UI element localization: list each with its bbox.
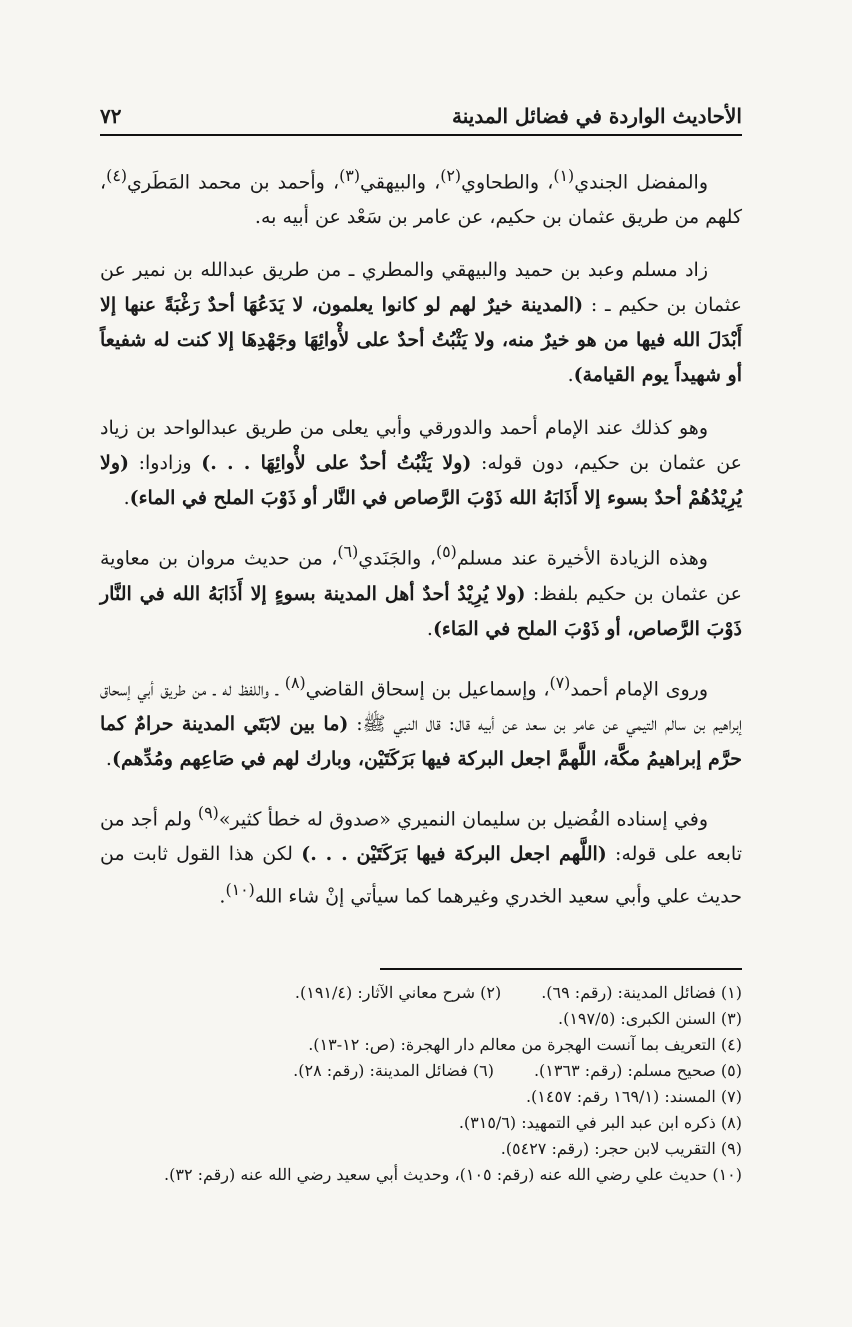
paragraph-4: وهذه الزيادة الأخيرة عند مسلم$^{(٥)}$، والجَنَدي$^{(٦)}$، من حديث مروان بن معاوية عن عثمان بن حكيم بلفظ: (ولا يُرِيْدُ أحدٌ أهل المدينة بسوءٍ إلا أَذَابَهُ الله في النَّار ذَوْبَ الرَّصاص، أو ذَوْبَ الملح في المَاء). [100,542,742,640]
paragraph-2: زاد مسلم وعبد بن حميد والبيهقي والمطري ـ من طريق عبدالله بن نمير عن عثمان بن حكيم ـ : (المدينة خيرٌ لهم لو كانوا يعلمون، لا يَدَعُهَا أحدٌ رَغْبَةً عنها إلا أَبْدَلَ الله فيها من هو خيرٌ منه، ولا يَثْبُتُ أحدٌ على لأْوائِهَا وجَهْدِهَا إلا كنت له شفيعاً أو شهيداً يوم القيامة). [100,259,742,387]
footnote-3: (٣) السنن الكبرى: (١٩٧/٥). [557,1009,742,1028]
paragraph-6: وفي إسناده الفُضيل بن سليمان النميري «صدوق له خطأ كثير»$^{(٩)}$ ولم أجد من تابعه على قوله: (اللَّهم اجعل البركة فيها بَرَكَتَيْن . . .) لكن هذا القول ثابت من حديث علي وأبي سعيد الخدري وغيرهما كما سيأتي إنْ شاء الله$^{(١٠)}$. [100,802,742,908]
footnote-divider [380,968,742,970]
footnote-10: (١٠) حديث علي رضي الله عنه (رقم: ١٠٥)، وحديث أبي سعيد رضي الله عنه (رقم: ٣٢). [164,1165,742,1184]
footnote-ref: (١) [553,166,575,185]
main-text [100,158,742,933]
footnote-row [100,1006,742,1032]
footnote-ref: (٦) [337,542,359,562]
footnote-row [100,1110,742,1136]
footnote-ref: (٩) [197,802,219,822]
header-divider [100,134,742,136]
footnote-2: (٢) شرح معاني الآثار: (١٩١/٤). [294,983,502,1002]
footnote-8: (٨) ذكره ابن عبد البر في التمهيد: (٣١٥/٦). [458,1113,742,1132]
footnote-1: (١) فضائل المدينة: (رقم: ٦٩). [541,983,742,1002]
footnote-ref: (٥) [435,542,457,562]
footnote-row [100,1162,742,1188]
hadith-quote: (ما بين لابَتَي المدينة حرامٌ كما حرَّم إبراهيمُ مكَّة، اللَّهمَّ اجعل البركة فيها بَرَكَتَيْن، وبارك لهم في صَاعِهم ومُدِّهم) [100,712,742,770]
footnote-row [100,1136,742,1162]
paragraph-5: وروى الإمام أحمد$^{(٧)}$، وإسماعيل بن إسحاق القاضي$^{(٨)}$ ـ واللفظ له ـ من طريق أبي إسحاق إبراهيم بن سالم التيمي عن عامر بن سعد عن أبيه قال: قال النبي ﷺ: (ما بين لابَتَي المدينة حرامٌ كما حرَّم إبراهيمُ مكَّة، اللَّهمَّ اجعل البركة فيها بَرَكَتَيْن، وبارك لهم في صَاعِهم ومُدِّهم). [100,672,742,770]
hadith-quote: (ولا يُرِيْدُ أحدٌ أهل المدينة بسوءٍ إلا أَذَابَهُ الله في النَّار ذَوْبَ الرَّصاص، أو ذَوْبَ الملح في المَاء) [100,582,742,640]
footnote-7: (٧) المسند: (١٦٩/١ رقم: ١٤٥٧). [525,1087,742,1106]
footnote-ref: (٣) [339,166,360,185]
footnote-ref: (٤) [106,166,128,185]
footnote-ref: (٧) [549,672,571,692]
footnote-ref: (١٠) [225,880,255,900]
running-title: الأحاديث الواردة في فضائل المدينة [452,104,742,128]
hadith-quote: (المدينة خيرٌ لهم لو كانوا يعلمون، لا يَدَعُهَا أحدٌ رَغْبَةً عنها إلا أَبْدَلَ الله فيها من هو خيرٌ منه، ولا يَثْبُتُ أحدٌ على لأْوائِهَا وجَهْدِهَا إلا كنت له شفيعاً أو شهيداً يوم القيامة) [100,294,742,387]
footnote-row [100,1084,742,1110]
footnote-ref: (٢) [440,166,462,185]
hadith-quote: (ولا يَثْبُتُ أحدٌ على لأْوائِهَا . . .) [201,452,472,475]
footnote-row [100,1058,742,1084]
footnote-ref: (٨) [284,672,306,692]
hadith-quote: (اللَّهم اجعل البركة فيها بَرَكَتَيْن . . .) [301,843,607,866]
footnote-5: (٥) صحيح مسلم: (رقم: ١٣٦٣). [533,1061,742,1080]
page-header [100,78,742,128]
page-number: ٧٢ [100,104,122,128]
footnote-4: (٤) التعريف بما آنست الهجرة من معالم دار الهجرة: (ص: ١٢-١٣). [308,1035,742,1054]
footnotes [100,980,742,1188]
paragraph-1: والمفضل الجندي$^{(١)}$، والطحاوي$^{(٢)}$، والبيهقي$^{(٣)}$، وأحمد بن محمد المَطَري$^{(٤)}$، كلهم من طريق عثمان بن حكيم، عن عامر بن سَعْد عن أبيه به. [100,166,742,229]
footnote-row [100,1032,742,1058]
hadith-quote: (ولا يُرِيْدُهُمْ أحدٌ بسوء إلا أَذَابَهُ الله ذَوْبَ الرَّصاص في النَّار أو ذَوْبَ الملح في الماء) [100,452,742,510]
footnote-9: (٩) التقريب لابن حجر: (رقم: ٥٤٢٧). [500,1139,742,1158]
footnote-6: (٦) فضائل المدينة: (رقم: ٢٨). [293,1061,494,1080]
paragraph-3: وهو كذلك عند الإمام أحمد والدورقي وأبي يعلى من طريق عبدالواحد بن زياد عن عثمان بن حكيم، دون قوله: (ولا يَثْبُتُ أحدٌ على لأْوائِهَا . . .) وزادوا: (ولا يُرِيْدُهُمْ أحدٌ بسوء إلا أَذَابَهُ الله ذَوْبَ الرَّصاص في النَّار أو ذَوْبَ الملح في الماء). [100,417,743,510]
footnote-row [100,980,742,1006]
